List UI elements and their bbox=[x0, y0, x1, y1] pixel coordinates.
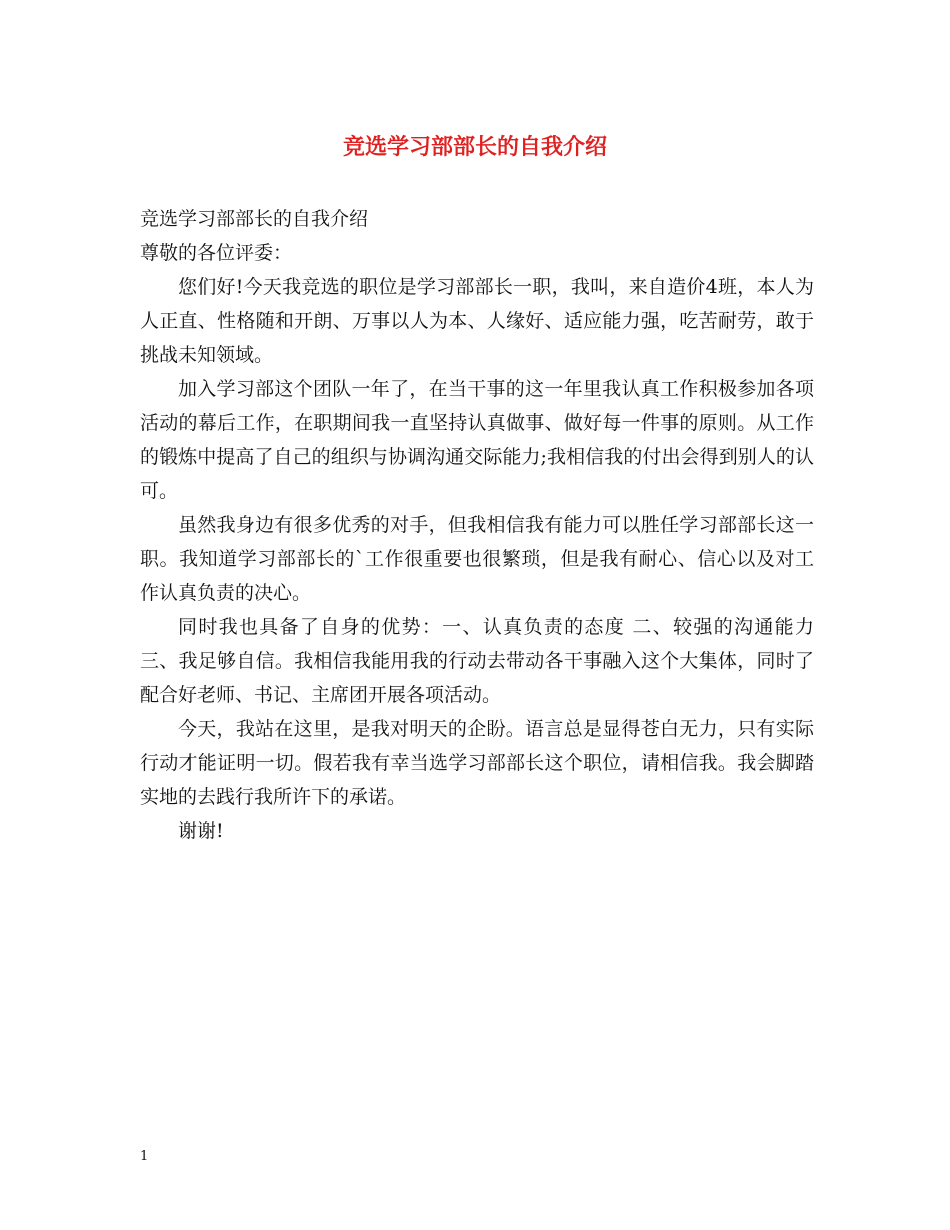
paragraph-experience: 加入学习部这个团队一年了，在当干事的这一年里我认真工作积极参加各项活动的幕后工作，在职期间我一直坚持认真做事、做好每一件事的原则。从工作的锻炼中提高了自己的组织与协调沟通交际能力;我相信我的付出会得到别人的认可。 bbox=[140, 378, 814, 502]
paragraph-strengths: 同时我也具备了自身的优势：一、认真负责的态度 二、较强的沟通能力 三、我足够自信。我相信我能用我的行动去带动各干事融入这个大集体，同时了配合好老师、书记、主席团开展各项活动。 bbox=[140, 616, 814, 706]
document-body bbox=[140, 202, 814, 848]
page-number: 1 bbox=[140, 1149, 149, 1164]
paragraph-commitment: 今天，我站在这里，是我对明天的企盼。语言总是显得苍白无力，只有实际行动才能证明一切。假若我有幸当选学习部部长这个职位，请相信我。我会脚踏实地的去践行我所许下的承诺。 bbox=[140, 718, 814, 808]
paragraph-thanks: 谢谢! bbox=[178, 820, 224, 842]
document-title: 竞选学习部部长的自我介绍 bbox=[342, 135, 607, 160]
paragraph-intro: 您们好!今天我竞选的职位是学习部部长一职，我叫，来自造价4班，本人为人正直、性格随和开朗、万事以人为本、人缘好、适应能力强，吃苦耐劳，敢于挑战未知领域。 bbox=[140, 276, 814, 366]
salutation: 尊敬的各位评委： bbox=[140, 242, 293, 264]
paragraph-confidence: 虽然我身边有很多优秀的对手，但我相信我有能力可以胜任学习部部长这一职。我知道学习部部长的`工作很重要也很繁琐，但是我有耐心、信心以及对工作认真负责的决心。 bbox=[140, 514, 814, 604]
document-subtitle: 竞选学习部部长的自我介绍 bbox=[140, 208, 369, 230]
